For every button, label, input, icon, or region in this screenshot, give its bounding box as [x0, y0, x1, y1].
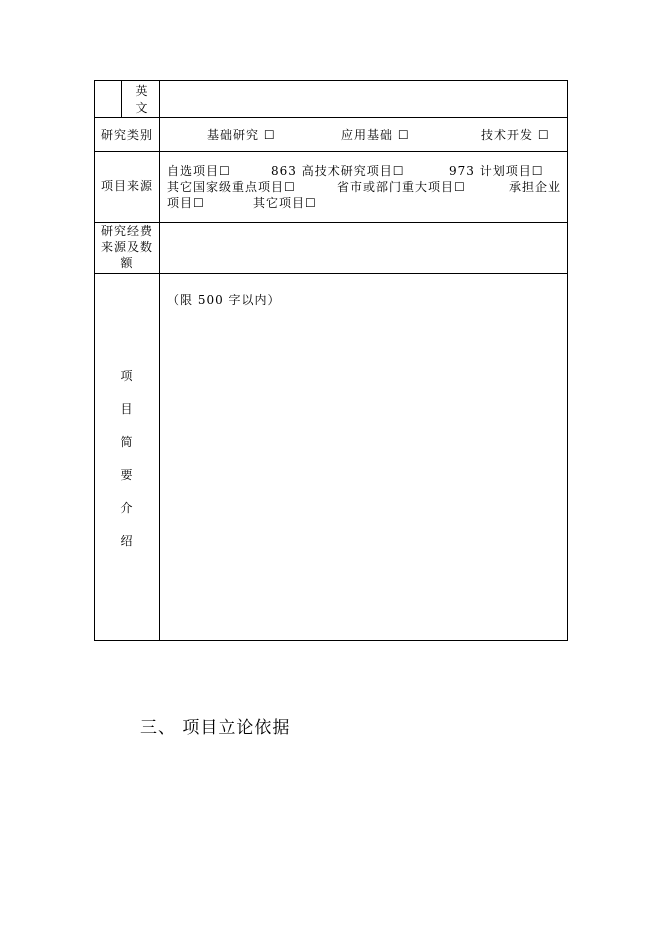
- summary-label-char: 要: [120, 468, 134, 482]
- funding-label-line1: 研究经费: [100, 224, 153, 238]
- row-divider: [95, 273, 567, 274]
- research-type-option-basic[interactable]: 基础研究 ☐: [207, 128, 276, 142]
- summary-hint: （限 500 字以内）: [167, 293, 281, 307]
- research-type-option-applied[interactable]: 应用基础 ☐: [341, 128, 410, 142]
- source-option-provincial-major[interactable]: 省市或部门重大项目☐: [337, 180, 466, 194]
- research-type-label: 研究类别: [101, 128, 154, 142]
- summary-field[interactable]: [161, 313, 565, 637]
- funding-label-line3: 额: [120, 256, 134, 270]
- project-source-label: 项目来源: [101, 179, 154, 193]
- source-option-863[interactable]: 863 高技术研究项目☐: [271, 164, 405, 178]
- source-option-national-key[interactable]: 其它国家级重点项目☐: [167, 180, 296, 194]
- row-divider: [95, 222, 567, 223]
- row-divider: [95, 151, 567, 152]
- english-title-field[interactable]: [161, 83, 565, 115]
- summary-label-char: 绍: [120, 534, 134, 548]
- english-label-top: 英: [135, 84, 149, 98]
- summary-label-char: 目: [120, 402, 134, 416]
- english-label-bottom: 文: [135, 101, 149, 115]
- funding-field[interactable]: [161, 224, 565, 272]
- col-divider: [121, 81, 122, 117]
- research-type-option-development[interactable]: 技术开发 ☐: [481, 128, 550, 142]
- col-divider: [159, 81, 160, 640]
- source-option-enterprise[interactable]: 承担企业: [509, 180, 562, 194]
- project-form-table: [94, 80, 568, 641]
- row-divider: [95, 117, 567, 118]
- summary-label-char: 介: [120, 501, 134, 515]
- source-option-enterprise-cont[interactable]: 项目☐: [167, 196, 205, 210]
- summary-label-char: 简: [120, 435, 134, 449]
- section-heading: 三、 项目立论依据: [140, 718, 291, 738]
- source-option-973[interactable]: 973 计划项目☐: [449, 164, 544, 178]
- summary-label-char: 项: [120, 369, 134, 383]
- funding-label-line2: 来源及数: [100, 240, 153, 254]
- source-option-other[interactable]: 其它项目☐: [253, 196, 317, 210]
- source-option-self[interactable]: 自选项目☐: [167, 164, 231, 178]
